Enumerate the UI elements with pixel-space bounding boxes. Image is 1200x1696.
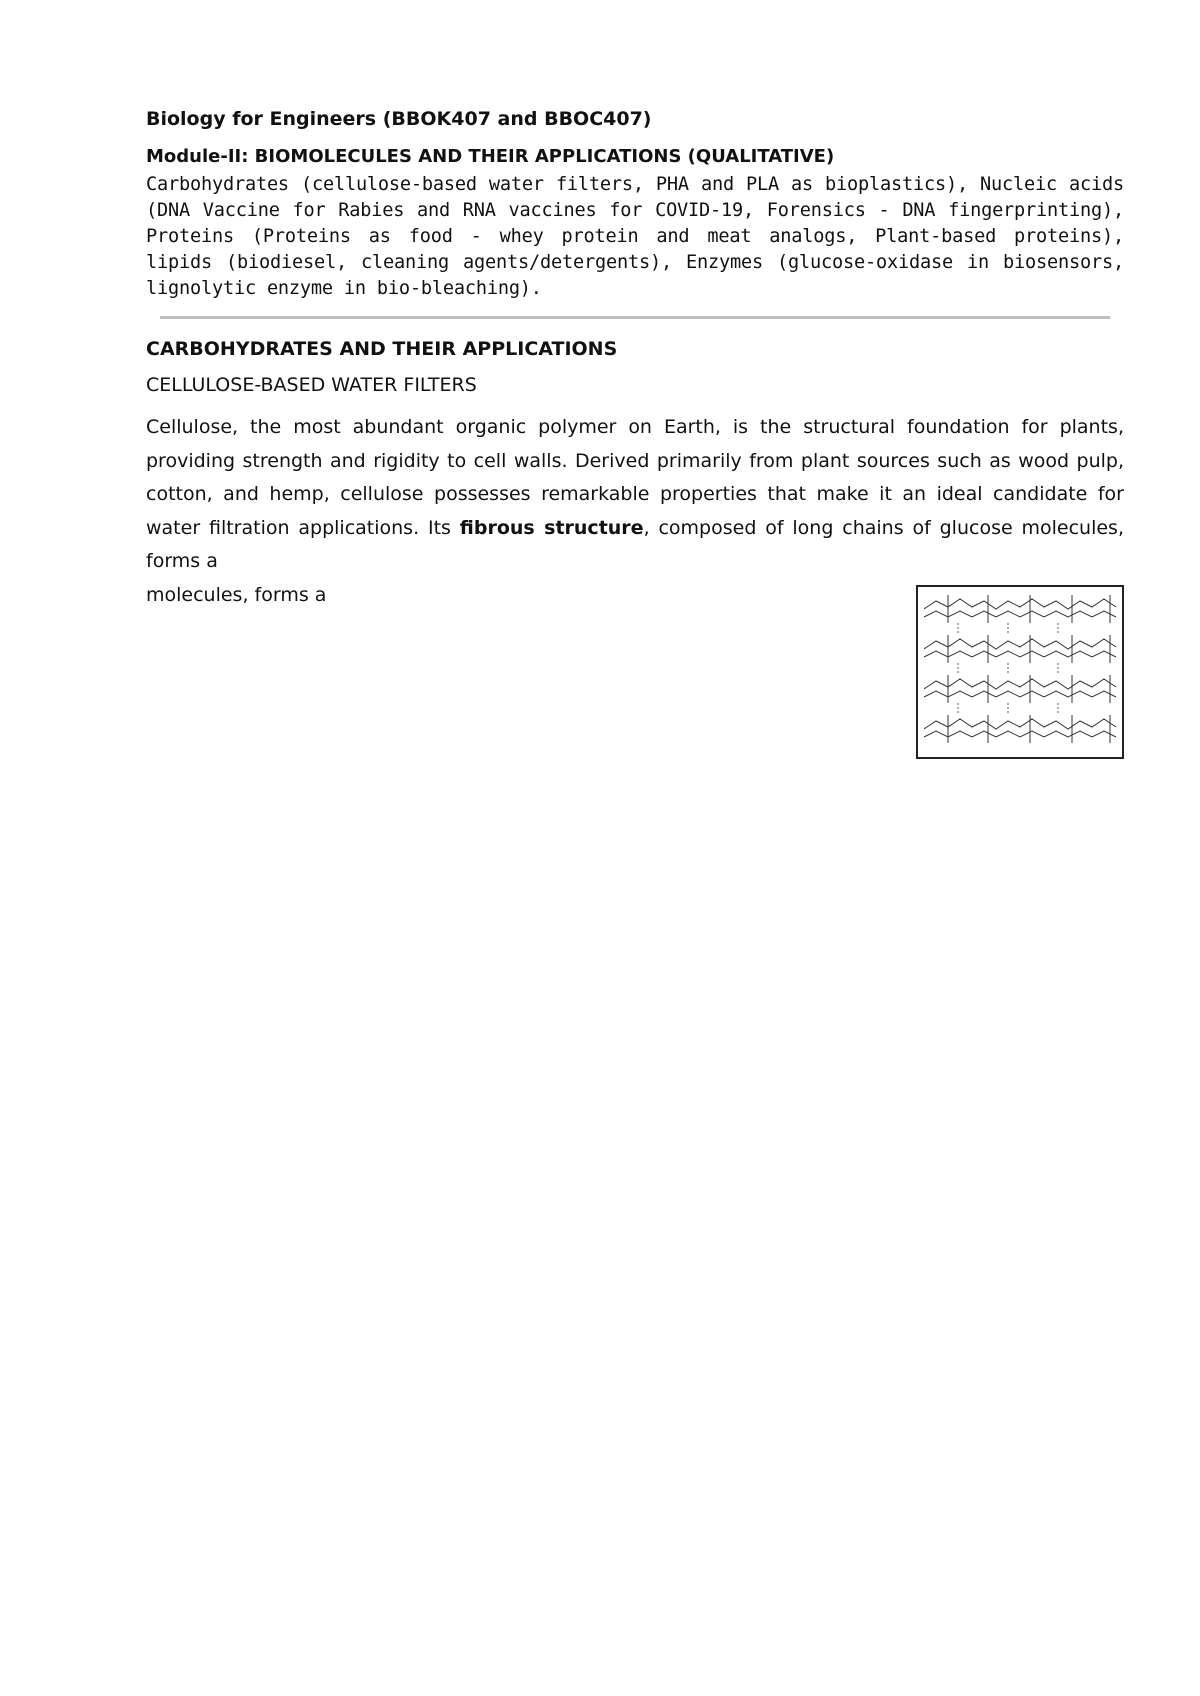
syllabus-text: Carbohydrates (cellulose-based water filters, PHA and PLA as bioplastics), Nucleic acids (DNA Vaccine for Rabies and RNA vaccines for COVID-19, Forensics - DNA fingerprinting), Proteins (Proteins as food - whey protein and meat analogs, Plant-based proteins), lipids (biodiesel, cleaning agents/detergents), Enzymes (glucose-oxidase in biosensors, lignolytic enzyme in bio-bleaching). — [146, 174, 1124, 299]
course-title: Biology for Engineers (BBOK407 and BBOC407) — [146, 108, 652, 130]
cellulose-structure-figure — [916, 585, 1124, 759]
bold-term: fibrous structure — [459, 516, 644, 539]
paragraph-intro-cont: molecules, forms a — [146, 583, 327, 606]
module-title: Module-II: BIOMOLECULES AND THEIR APPLICATIONS (QUALITATIVE) — [146, 146, 835, 167]
cellulose-chain-icon — [918, 587, 1122, 757]
divider — [160, 316, 1110, 319]
section-subtitle: CELLULOSE-BASED WATER FILTERS — [146, 374, 477, 396]
document-page — [146, 104, 1124, 765]
section-title: CARBOHYDRATES AND THEIR APPLICATIONS — [146, 338, 618, 360]
paragraph-intro: Cellulose, the most abundant organic polymer on Earth, is the structural foundation for plants, providing strength and rigidity to cell walls. Derived primarily from plant sources such as wood pulp, cotton, and hemp, cellulose possesses remarkable properties that make it an ideal candidate for water filtration applications. Its fibrous structure, composed of long chains of glucose molecules, forms a — [146, 416, 1124, 572]
